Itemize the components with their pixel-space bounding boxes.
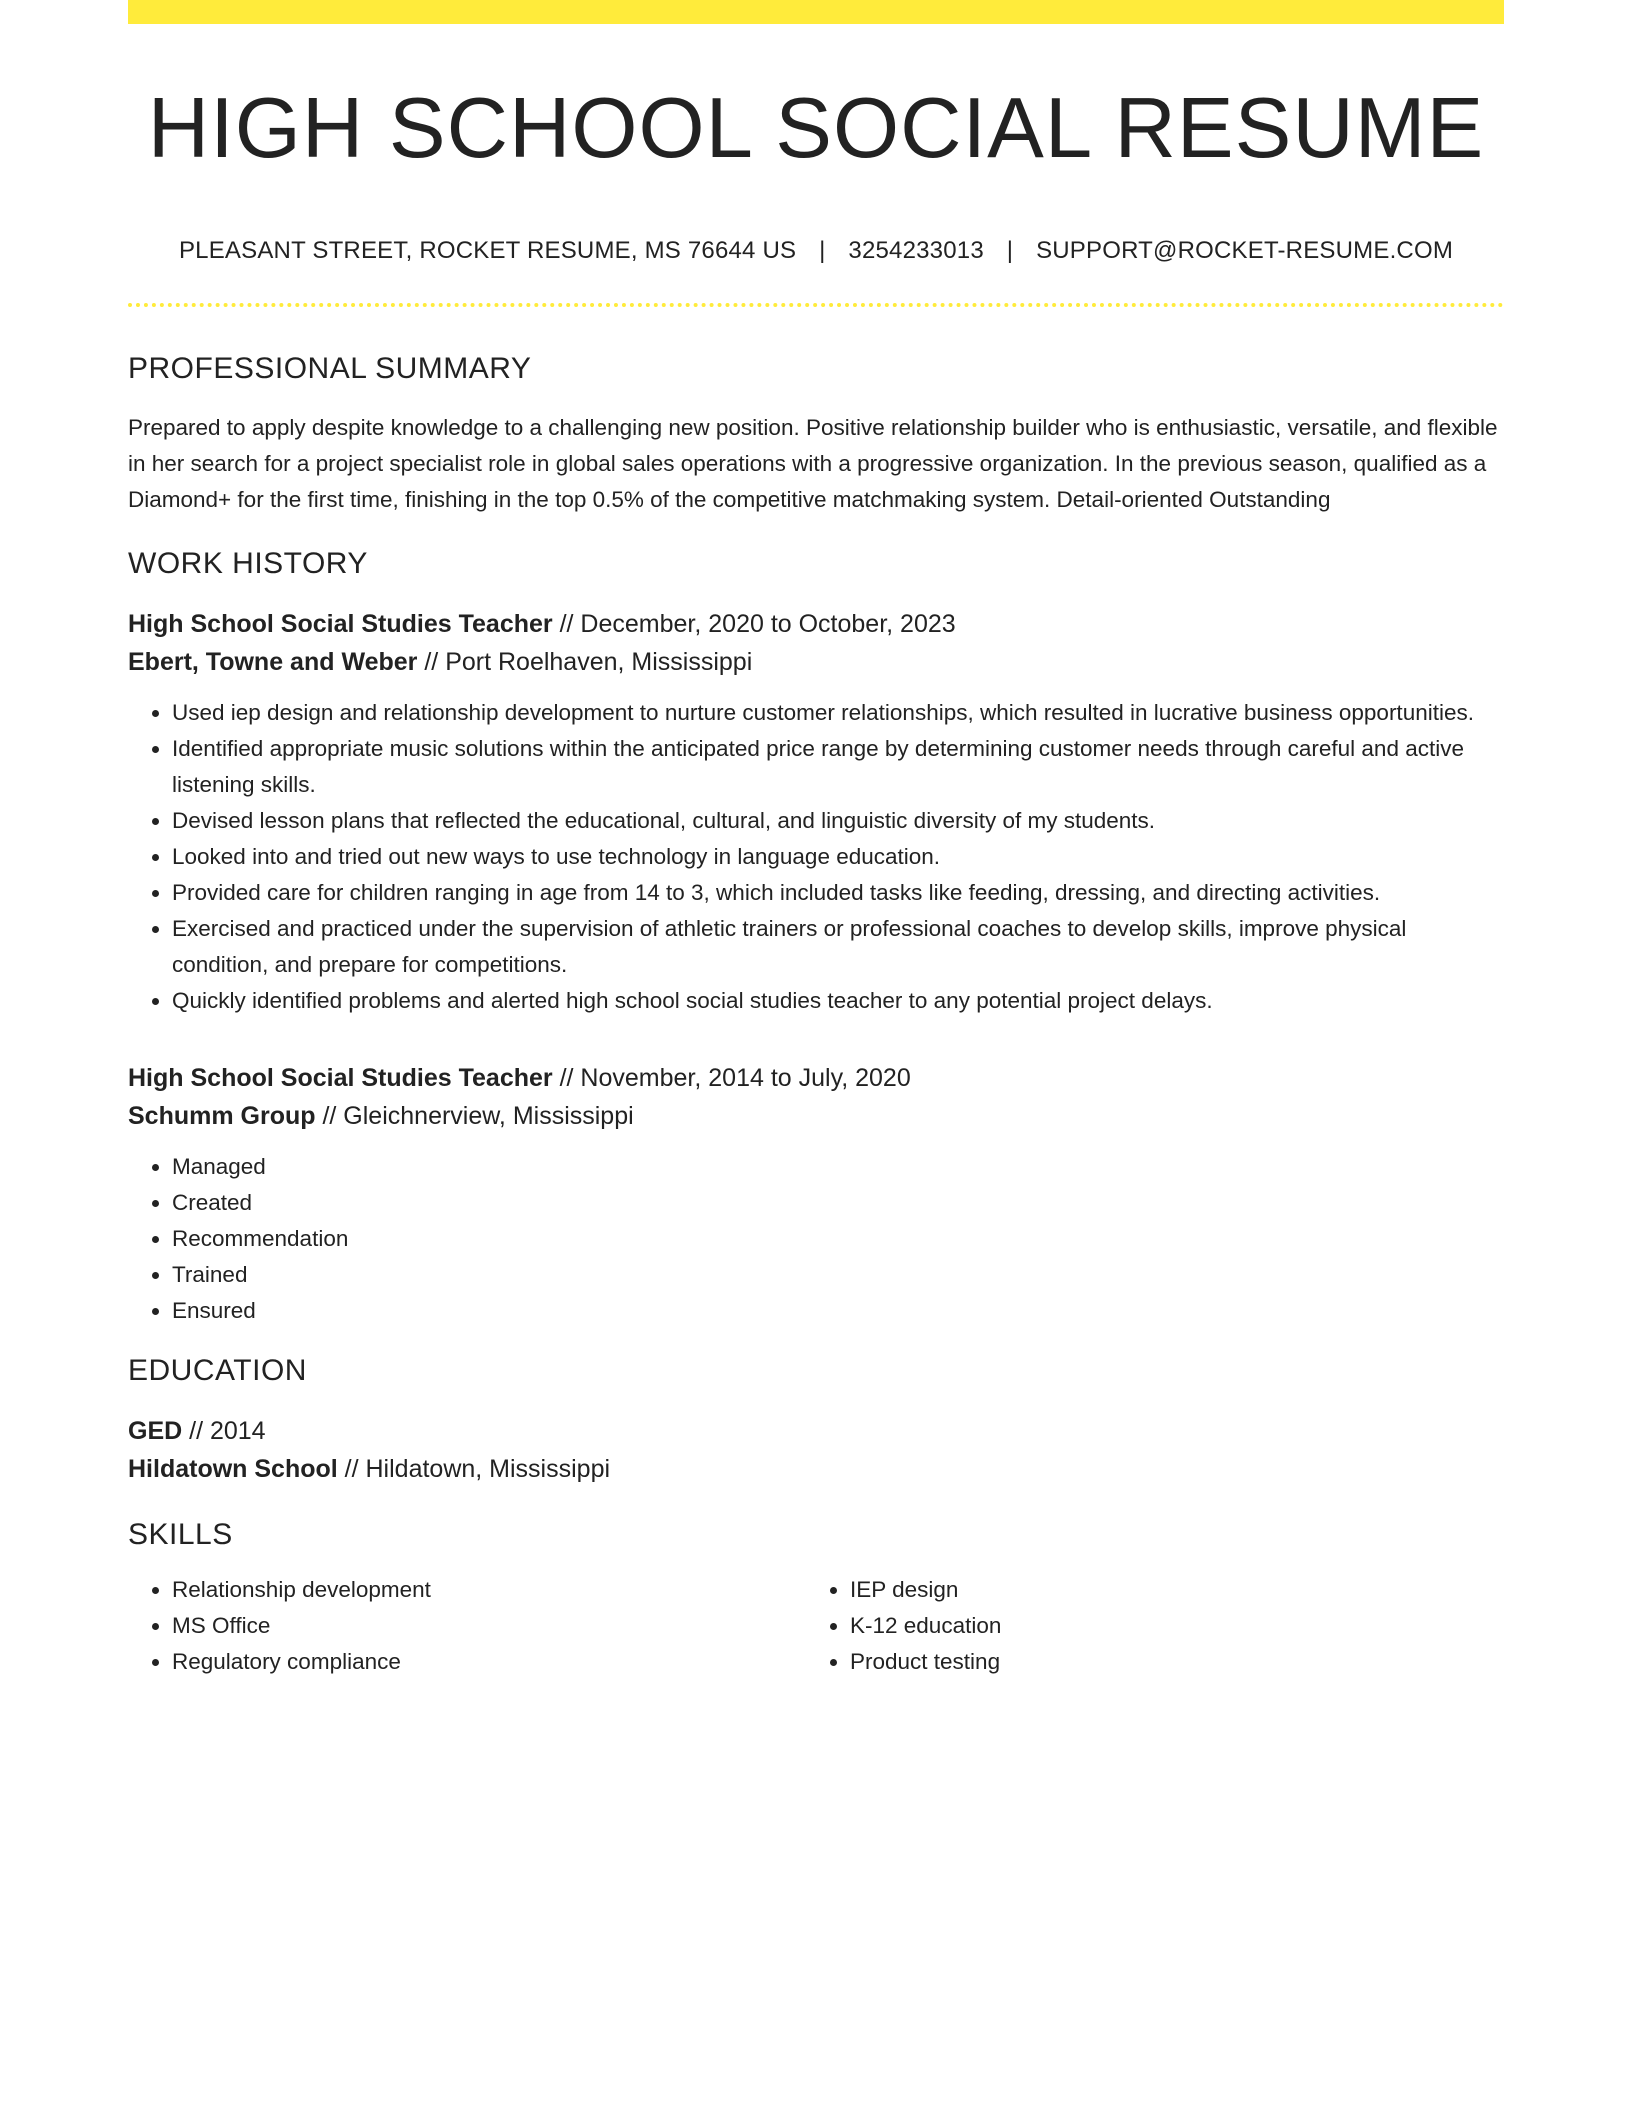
section-title-work-history: WORK HISTORY <box>128 547 368 580</box>
separator: | <box>1006 237 1014 264</box>
list-item: • Recommendation <box>172 1221 1504 1257</box>
skills-column-left <box>128 1572 806 1680</box>
section-title-education: EDUCATION <box>128 1354 307 1387</box>
section-title-skills: SKILLS <box>128 1518 233 1551</box>
job-entry <box>128 605 1504 1019</box>
education-year: // 2014 <box>182 1417 266 1445</box>
job-dates: // December, 2020 to October, 2023 <box>552 610 956 638</box>
job-dates: // November, 2014 to July, 2020 <box>552 1064 911 1092</box>
separator: | <box>819 237 826 264</box>
job-location: // Gleichnerview, Mississippi <box>315 1102 634 1130</box>
skill-item: • Product testing <box>850 1644 1484 1680</box>
summary-text: Prepared to apply despite knowledge to a challenging new position. Positive relationship builder who is enthusiastic, versatile, and flexible in her search for a project specialist role in global sales operations with a progressive organization. In the previous season, qualified as a Diamond+ for the first time, finishing in the top 0.5% of the competitive matchmaking system. Detail-oriented Outstanding <box>128 415 1498 512</box>
skill-item: • K-12 education <box>850 1608 1484 1644</box>
list-item: • Exercised and practiced under the supervision of athletic trainers or professional coaches to develop skills, improve physical condition, and prepare for competitions. <box>172 911 1504 983</box>
top-accent-bar <box>128 0 1504 24</box>
skill-item: • Relationship development <box>172 1572 806 1608</box>
job-role-line <box>128 605 1504 643</box>
education-degree: GED <box>128 1417 183 1445</box>
job-role: High School Social Studies Teacher <box>128 610 553 638</box>
list-item: • Devised lesson plans that reflected the educational, cultural, and linguistic diversity of my students. <box>172 803 1504 839</box>
resume-page <box>128 0 1504 1680</box>
skills-grid <box>128 1572 1504 1680</box>
list-item: • Trained <box>172 1257 1504 1293</box>
list-item: • Managed <box>172 1149 1504 1185</box>
education-location: // Hildatown, Mississippi <box>337 1455 611 1483</box>
list-item: • Ensured <box>172 1293 1504 1329</box>
job-entry <box>128 1059 1504 1329</box>
education-school-line <box>128 1450 1504 1488</box>
email: SUPPORT@ROCKET-RESUME.COM <box>1036 237 1454 264</box>
address: PLEASANT STREET, ROCKET RESUME, MS 76644 US <box>178 237 797 264</box>
list-item: • Identified appropriate music solutions within the anticipated price range by determining customer needs through careful and active listening skills. <box>172 731 1504 803</box>
job-company: Schumm Group <box>128 1102 316 1130</box>
contact-line <box>128 237 1504 265</box>
list-item: • Quickly identified problems and alerted high school social studies teacher to any potential project delays. <box>172 983 1504 1019</box>
resume-name: HIGH SCHOOL SOCIAL RESUME <box>147 81 1485 176</box>
skill-item: • MS Office <box>172 1608 806 1644</box>
job-role-line <box>128 1059 1504 1097</box>
education-school: Hildatown School <box>128 1455 338 1483</box>
skill-item: • IEP design <box>850 1572 1484 1608</box>
job-location: // Port Roelhaven, Mississippi <box>417 648 753 676</box>
list-item: • Used iep design and relationship development to nurture customer relationships, which resulted in lucrative business opportunities. <box>172 695 1504 731</box>
job-bullets <box>128 1149 1504 1329</box>
phone: 3254233013 <box>848 237 984 264</box>
skill-item: • Regulatory compliance <box>172 1644 806 1680</box>
education-entry <box>128 1412 1504 1488</box>
education-degree-line <box>128 1412 1504 1450</box>
job-role: High School Social Studies Teacher <box>128 1064 553 1092</box>
list-item: • Created <box>172 1185 1504 1221</box>
dotted-divider <box>128 303 1504 307</box>
job-bullets <box>128 695 1504 1019</box>
skills-column-right <box>806 1572 1484 1680</box>
job-company: Ebert, Towne and Weber <box>128 648 418 676</box>
list-item: • Looked into and tried out new ways to use technology in language education. <box>172 839 1504 875</box>
list-item: • Provided care for children ranging in age from 14 to 3, which included tasks like feeding, dressing, and directing activities. <box>172 875 1504 911</box>
job-company-line <box>128 1097 1504 1135</box>
section-title-summary: PROFESSIONAL SUMMARY <box>128 352 532 385</box>
job-company-line <box>128 643 1504 681</box>
